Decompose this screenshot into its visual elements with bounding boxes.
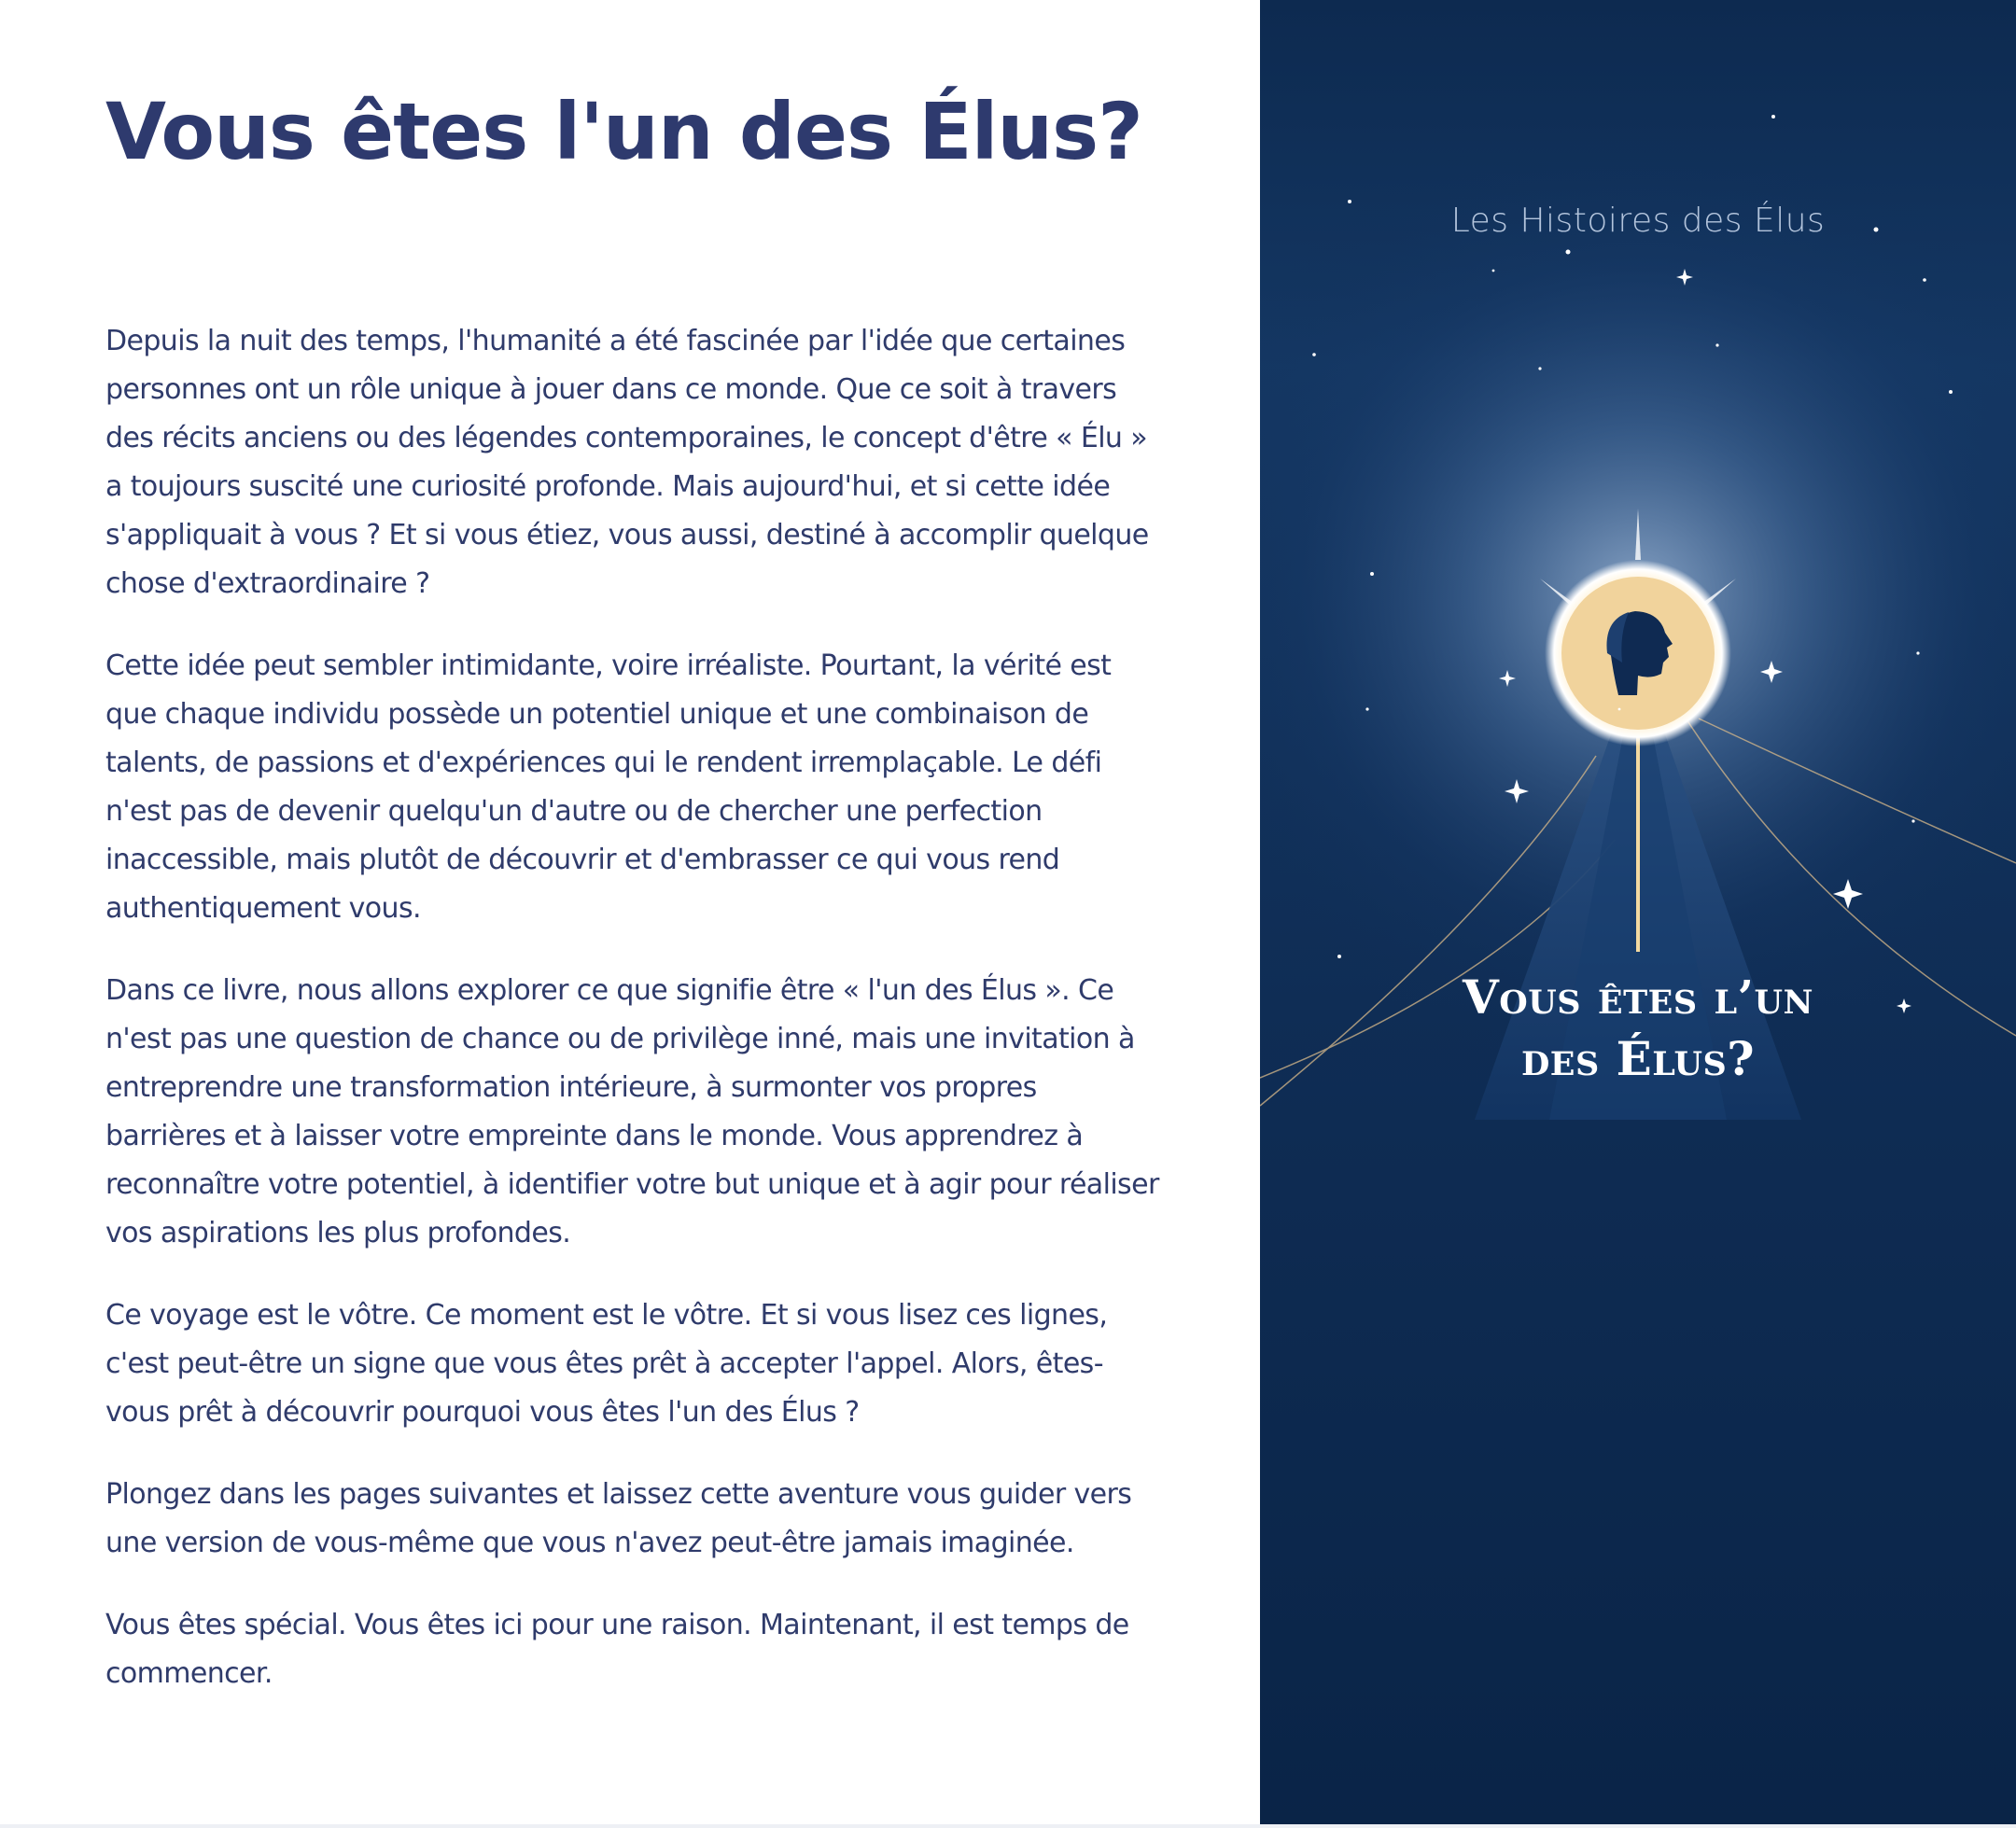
paragraph: Vous êtes spécial. Vous êtes ici pour une raison. Maintenant, il est temps de commencer. [105,1609,1129,1690]
cover-title-line: des Élus? [1520,1031,1756,1086]
paragraph: Plongez dans les pages suivantes et laissez cette aventure vous guider vers une version de vous-même que vous n'avez peut-être jamais imaginée. [105,1478,1132,1559]
cover-illustration [1260,0,2016,1828]
divider [0,1824,2016,1828]
series-name: Les Histoires des Élus [1450,202,1826,240]
paragraph: Ce voyage est le vôtre. Ce moment est le vôtre. Et si vous lisez ces lignes, c'est peut-être un signe que vous êtes prêt à accepter l'appel. Alors, êtes-vous prêt à découvrir pourquoi vous êtes l'un des Élus ? [105,1299,1108,1429]
cover-title-line: Vous êtes l’un [1462,970,1814,1025]
paragraph: Dans ce livre, nous allons explorer ce que signifie être « l'un des Élus ». Ce n'est pas une question de chance ou de privilège inné, mais une invitation à entreprendre une transformation intérieure, à surmonter vos propres barrières et à laisser votre empreinte dans le monde. Vous apprendrez à reconnaître votre potentiel, à identifier votre but unique et à agir pour réaliser vos aspirations les plus profondes. [105,974,1159,1249]
body-text [105,317,1160,1732]
book-cover [1260,0,2016,1828]
paragraph: Depuis la nuit des temps, l'humanité a été fascinée par l'idée que certaines personnes ont un rôle unique à jouer dans ce monde. Que ce soit à travers des récits anciens ou des légendes contemporaines, le concept d'être « Élu » a toujours suscité une curiosité profonde. Mais aujourd'hui, et si cette idée s'appliquait à vous ? Et si vous étiez, vous aussi, destiné à accomplir quelque chose d'extraordinaire ? [105,325,1149,600]
paragraph: Cette idée peut sembler intimidante, voire irréaliste. Pourtant, la vérité est que chaque individu possède un potentiel unique et une combinaison de talents, de passions et d'expériences qui le rendent irremplaçable. Le défi n'est pas de devenir quelqu'un d'autre ou de chercher une perfection inaccessible, mais plutôt de découvrir et d'embrasser ce qui vous rend authentiquement vous. [105,649,1112,925]
cover-title [1260,967,2016,1090]
page-title: Vous êtes l'un des Élus? [105,86,1142,177]
